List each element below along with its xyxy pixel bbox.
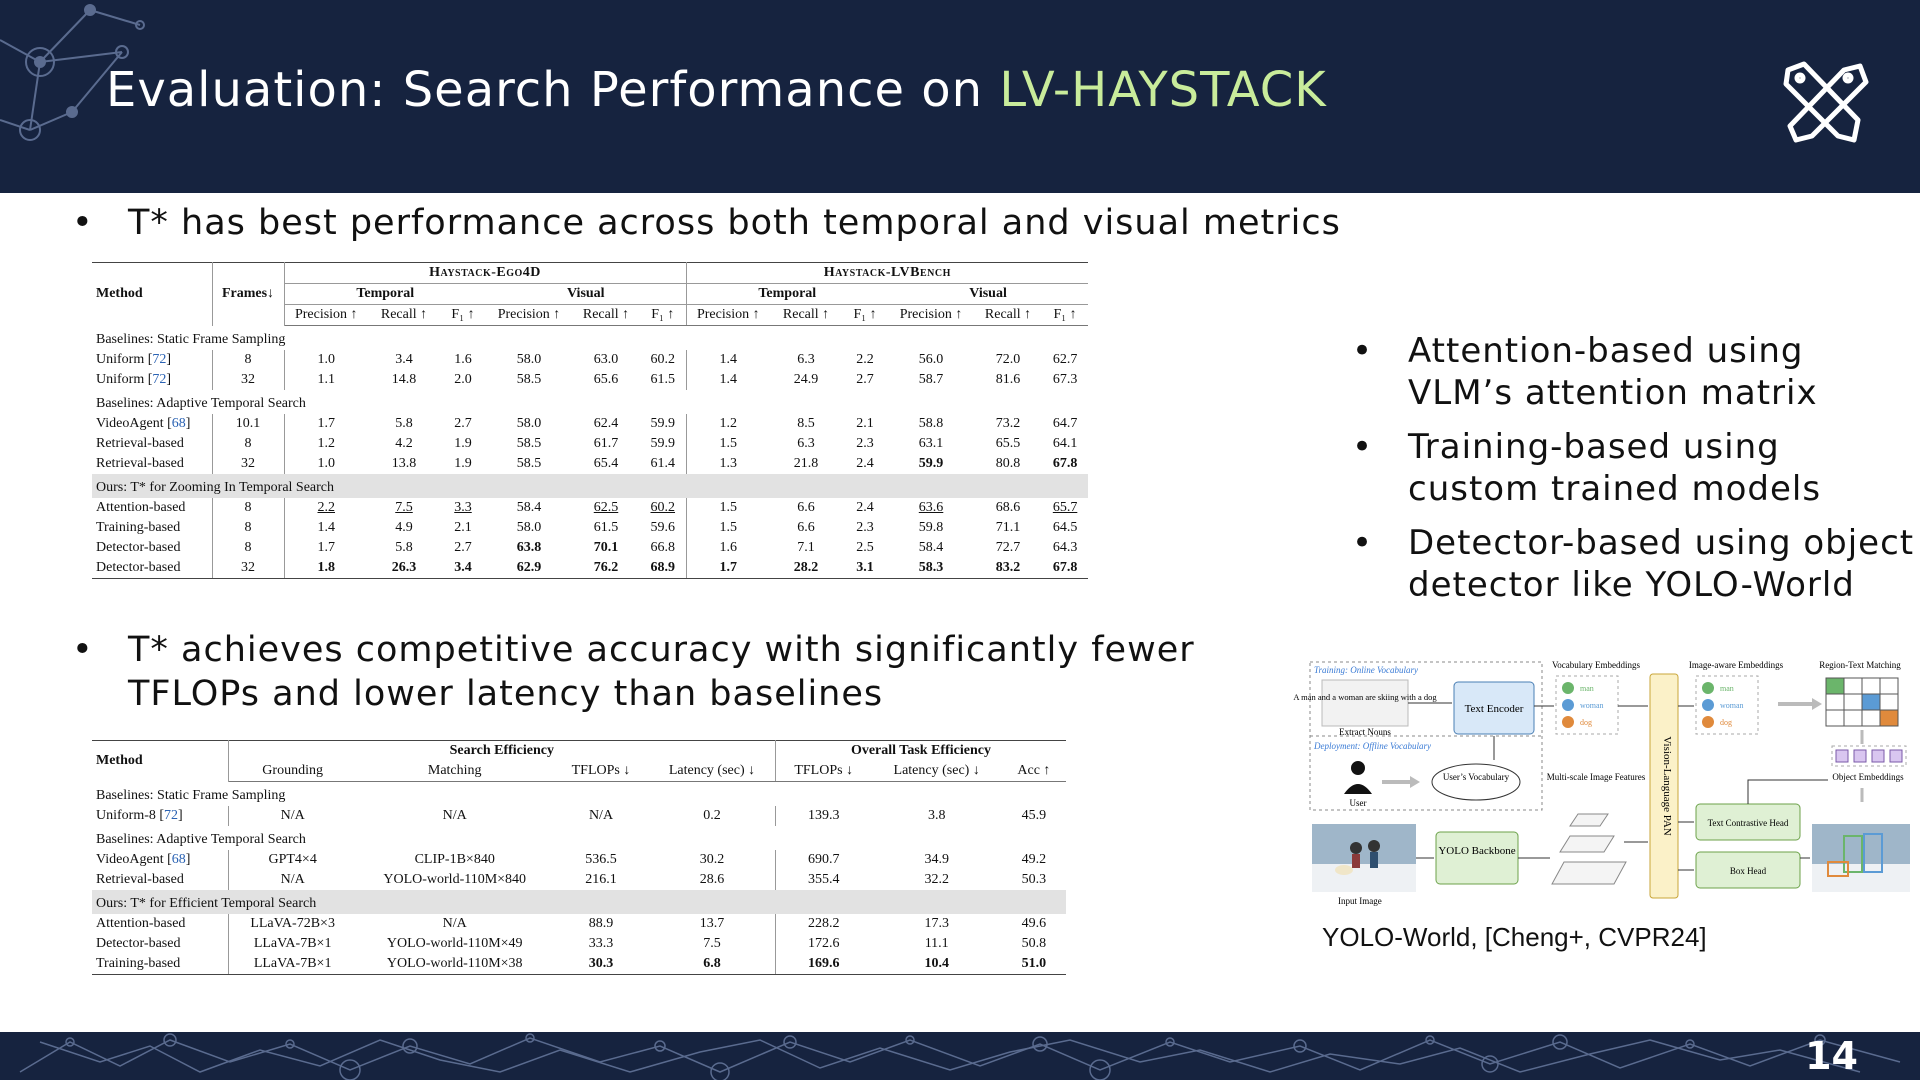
- col-precision: Precision ↑: [888, 305, 974, 326]
- table-row: [92, 414, 1088, 434]
- training-caption: A man and a woman are skiing with a dog: [1293, 692, 1437, 702]
- page-title: Evaluation: Search Performance on LV-HAYSTACK: [106, 62, 1327, 118]
- table-cell: LLaVA-72B×3: [250, 916, 335, 931]
- bullet-symbol: •: [1352, 331, 1374, 371]
- table-cell: 2.2: [856, 352, 874, 367]
- bullet-text: Training-based using custom trained models: [1408, 427, 1822, 509]
- user-icon: [1344, 761, 1372, 794]
- table-cell: 6.3: [797, 352, 815, 367]
- table-cell: 1.4: [719, 352, 738, 367]
- row-method-cell: Detector-based: [92, 558, 212, 579]
- row-method-cell: Detector-based: [92, 934, 228, 954]
- matching-grid: [1826, 678, 1898, 726]
- subgroup-visual: Visual: [486, 284, 686, 305]
- table-cell: 13.8: [391, 456, 417, 471]
- table-cell: 690.7: [807, 852, 840, 867]
- haystack-results-table: [92, 262, 1078, 579]
- embedding-dot: [1562, 682, 1574, 694]
- table-cell: N/A: [280, 872, 305, 887]
- table-row: [92, 350, 1088, 370]
- table-cell: GPT4×4: [268, 852, 317, 867]
- group-overall-efficiency: Overall Task Efficiency: [850, 743, 991, 758]
- table-cell: 0.2: [649, 806, 775, 826]
- table-cell: 1.2: [317, 436, 335, 451]
- yolo-backbone-label: YOLO Backbone: [1438, 845, 1516, 857]
- table-cell: 5.8: [395, 416, 413, 431]
- table-row: [92, 914, 1066, 934]
- table-cell: 63.1: [918, 436, 944, 451]
- table2-group: [92, 806, 1066, 826]
- table-cell: 67.3: [1052, 372, 1078, 387]
- table-cell: 13.7: [649, 914, 775, 934]
- section-static-sampling: Baselines: Static Frame Sampling: [96, 332, 286, 347]
- extract-nouns-label: Extract Nouns: [1339, 727, 1391, 737]
- bullet-symbol: •: [1352, 427, 1374, 467]
- table-row: [92, 558, 1088, 579]
- col-tflops: TFLOPs ↓: [553, 761, 649, 782]
- table-cell: 2.7: [856, 372, 874, 387]
- table-cell: 63.6: [918, 500, 944, 515]
- text-contrastive-head-label: Text Contrastive Head: [1707, 818, 1789, 828]
- table-cell: 2.0: [454, 372, 472, 387]
- table-cell: 64.1: [1052, 436, 1078, 451]
- bullet-symbol: •: [72, 630, 94, 670]
- table-cell: 1.7: [317, 540, 335, 555]
- table-cell: 172.6: [807, 936, 840, 951]
- table-cell: 62.5: [593, 500, 619, 515]
- col-f1: F₁ ↑: [440, 305, 486, 326]
- bullet-attention-based: [1352, 330, 1920, 414]
- table-cell: 65.4: [593, 456, 619, 471]
- table-row: [92, 370, 1088, 390]
- slide-header: [0, 0, 1920, 193]
- table-cell: 61.7: [593, 436, 619, 451]
- table-cell: 169.6: [775, 954, 871, 975]
- table-cell: 228.2: [807, 916, 840, 931]
- table-cell: N/A: [442, 916, 467, 931]
- table-cell: 11.1: [924, 936, 949, 951]
- table1-group: [92, 350, 1088, 390]
- col-tflops: TFLOPs ↓: [775, 761, 871, 782]
- efficiency-results-table: [92, 740, 1066, 975]
- citation-link[interactable]: 72: [152, 352, 167, 367]
- table-cell: 50.3: [1021, 872, 1047, 887]
- table-cell: 3.1: [842, 558, 888, 579]
- table-cell: 1.8: [284, 558, 368, 579]
- table-cell: 67.8: [1052, 456, 1078, 471]
- bullet-detector-based: [1352, 522, 1920, 606]
- table-cell: 1.4: [317, 520, 335, 535]
- table-cell: 62.7: [1052, 352, 1078, 367]
- row-method-cell: Attention-based: [92, 498, 212, 518]
- table-cell: LLaVA-7B×1: [228, 954, 356, 975]
- section-ours: Ours: T* for Efficient Temporal Search: [92, 890, 1066, 914]
- table-cell: 1.7: [317, 416, 335, 431]
- crossed-tools-logo-icon: [1778, 56, 1870, 148]
- table-cell: 216.1: [585, 872, 617, 887]
- table-cell: 71.1: [995, 520, 1021, 535]
- table-cell: 58.3: [888, 558, 974, 579]
- table-cell: 6.6: [797, 500, 815, 515]
- table-cell: 8: [212, 538, 284, 558]
- table-cell: 1.5: [719, 436, 738, 451]
- table-cell: 60.2: [640, 498, 686, 518]
- users-vocab-label: User’s Vocabulary: [1442, 772, 1510, 782]
- table-cell: N/A: [588, 808, 614, 823]
- table-cell: 58.0: [516, 352, 542, 367]
- table-cell: 65.7: [1052, 500, 1078, 515]
- table-cell: 33.3: [588, 936, 614, 951]
- table-cell: 64.5: [1052, 520, 1078, 535]
- col-recall: Recall ↑: [974, 305, 1042, 326]
- table-cell: 58.5: [516, 372, 542, 387]
- table1-group: [92, 498, 1088, 579]
- vocab-word: dog: [1580, 718, 1592, 727]
- table-cell: 67.8: [1042, 558, 1088, 579]
- table2-group: [92, 914, 1066, 975]
- embedding-dot: [1562, 716, 1574, 728]
- table-cell: 8: [212, 518, 284, 538]
- table-row: [92, 454, 1088, 474]
- table-row: [92, 850, 1066, 870]
- table-cell: 2.4: [856, 500, 874, 515]
- table-row: [92, 538, 1088, 558]
- table-cell: 60.2: [640, 350, 686, 370]
- embedding-dot: [1702, 682, 1714, 694]
- slide-footer: [0, 1032, 1920, 1080]
- col-acc: Acc ↑: [1002, 761, 1066, 782]
- row-method-cell: Training-based: [92, 954, 228, 975]
- col-precision: Precision ↑: [486, 305, 572, 326]
- vocab-word: dog: [1720, 718, 1732, 727]
- table-cell: 536.5: [585, 852, 617, 867]
- table-row: [92, 806, 1066, 826]
- table-cell: 50.8: [1021, 936, 1047, 951]
- table-cell: 10.1: [212, 414, 284, 434]
- subgroup-temporal: Temporal: [284, 284, 486, 305]
- table-cell: 34.9: [924, 852, 949, 867]
- embedding-dot: [1702, 699, 1714, 711]
- col-f1: F₁ ↑: [1042, 305, 1088, 326]
- table-cell: 2.1: [856, 416, 874, 431]
- table-cell: 21.8: [793, 456, 819, 471]
- table-cell: 62.4: [593, 416, 619, 431]
- table-cell: 7.1: [797, 540, 815, 555]
- table-cell: 1.9: [454, 436, 472, 451]
- table-cell: 28.6: [649, 870, 775, 890]
- table-cell: 2.7: [454, 416, 472, 431]
- table-cell: 68.6: [995, 500, 1021, 515]
- table-cell: 2.3: [856, 520, 874, 535]
- table-cell: 14.8: [391, 372, 417, 387]
- col-matching: Matching: [357, 761, 553, 782]
- table-cell: 26.3: [368, 558, 440, 579]
- network-pattern-icon: [0, 1032, 1920, 1080]
- group-ego4d: Haystack-Ego4D: [284, 263, 686, 284]
- table-cell: 4.2: [395, 436, 413, 451]
- table-cell: 72.0: [995, 352, 1021, 367]
- method-bullets: [1352, 330, 1920, 618]
- row-method-cell: Retrieval-based: [92, 870, 228, 890]
- col-f1: F₁ ↑: [842, 305, 888, 326]
- row-method-cell: Detector-based: [92, 538, 212, 558]
- table-cell: 49.2: [1021, 852, 1047, 867]
- table-cell: 88.9: [588, 916, 614, 931]
- table-cell: 6.3: [797, 436, 815, 451]
- table-cell: 58.4: [516, 500, 542, 515]
- table-cell: 58.8: [918, 416, 944, 431]
- table-cell: 2.5: [856, 540, 874, 555]
- table2-group: [92, 850, 1066, 890]
- table-cell: 70.1: [593, 540, 619, 555]
- section-ours: Ours: T* for Zooming In Temporal Search: [92, 474, 1088, 498]
- table-cell: 30.2: [649, 850, 775, 870]
- table-row: [92, 518, 1088, 538]
- table-cell: 1.6: [454, 352, 472, 367]
- group-lvbench: Haystack-LVBench: [686, 263, 1088, 284]
- table-row: [92, 954, 1066, 975]
- table-cell: 24.9: [793, 372, 819, 387]
- table-cell: 139.3: [807, 808, 840, 823]
- users-vocab-cloud-icon: [1432, 764, 1520, 800]
- table-cell: 32.2: [924, 872, 949, 887]
- table-cell: 64.3: [1052, 540, 1078, 555]
- col-f1: F₁ ↑: [640, 305, 686, 326]
- page-number: 14: [1805, 1034, 1858, 1078]
- table-cell: 7.5: [649, 934, 775, 954]
- table-cell: 61.5: [640, 370, 686, 390]
- table-cell: 73.2: [995, 416, 1021, 431]
- table-row: [92, 434, 1088, 454]
- row-method-cell: Retrieval-based: [92, 454, 212, 474]
- bullet-text: T* achieves competitive accuracy with significantly fewer TFLOPs and lower latency than baselines: [128, 630, 1195, 714]
- yolo-caption: YOLO-World, [Cheng+, CVPR24]: [1322, 922, 1707, 952]
- table-cell: 1.1: [317, 372, 335, 387]
- row-method-cell: VideoAgent [68]: [92, 850, 228, 870]
- row-method-cell: Retrieval-based: [92, 434, 212, 454]
- table-cell: 63.8: [516, 540, 542, 555]
- table-cell: 30.3: [553, 954, 649, 975]
- subgroup-visual: Visual: [888, 284, 1088, 305]
- col-frames: Frames↓: [212, 263, 284, 326]
- table-cell: 81.6: [995, 372, 1021, 387]
- table-cell: 10.4: [872, 954, 1002, 975]
- bullet-symbol: •: [1352, 523, 1374, 563]
- table-cell: 1.4: [719, 372, 738, 387]
- embedding-dot: [1702, 716, 1714, 728]
- object-embeddings-squares: [1836, 750, 1902, 762]
- table-cell: 63.0: [593, 352, 619, 367]
- col-grounding: Grounding: [228, 761, 356, 782]
- table-cell: 1.5: [719, 500, 738, 515]
- table-cell: 1.0: [317, 352, 335, 367]
- vision-language-pan-label: Vision-Language PAN: [1661, 736, 1673, 836]
- table-cell: 64.7: [1052, 416, 1078, 431]
- bullet-symbol: •: [72, 203, 94, 243]
- deployment-label: Deployment: Offline Vocabulary: [1314, 741, 1431, 751]
- table-cell: 59.8: [918, 520, 944, 535]
- group-search-efficiency: Search Efficiency: [228, 741, 775, 762]
- vocab-word: woman: [1720, 701, 1744, 710]
- table-cell: 3.4: [440, 558, 486, 579]
- col-method: Method: [92, 741, 228, 782]
- table-cell: 65.6: [593, 372, 619, 387]
- table-cell: 51.0: [1002, 954, 1066, 975]
- table-cell: 4.9: [395, 520, 413, 535]
- col-recall: Recall ↑: [770, 305, 842, 326]
- table-cell: 6.6: [797, 520, 815, 535]
- table-cell: 3.3: [454, 500, 472, 515]
- table-cell: 61.5: [593, 520, 619, 535]
- table-cell: 56.0: [918, 352, 944, 367]
- subgroup-temporal: Temporal: [686, 284, 888, 305]
- table-row: [92, 498, 1088, 518]
- citation-link[interactable]: 68: [171, 416, 186, 431]
- input-image-label: Input Image: [1338, 896, 1382, 906]
- row-method-cell: Training-based: [92, 518, 212, 538]
- region-text-matching-label: Region-Text Matching: [1819, 660, 1901, 670]
- table-cell: 59.6: [640, 518, 686, 538]
- col-recall: Recall ↑: [572, 305, 640, 326]
- table-cell: 2.3: [856, 436, 874, 451]
- text-encoder-label: Text Encoder: [1464, 703, 1524, 715]
- image-aware-embeddings-label: Image-aware Embeddings: [1688, 660, 1784, 670]
- row-method-cell: Attention-based: [92, 914, 228, 934]
- table-cell: CLIP-1B×840: [414, 852, 495, 867]
- citation-link[interactable]: 72: [152, 372, 167, 387]
- table-row: [92, 934, 1066, 954]
- table-cell: 2.4: [856, 456, 874, 471]
- user-label: User: [1349, 798, 1367, 808]
- col-method: Method: [92, 263, 212, 326]
- table-cell: 8: [212, 350, 284, 370]
- yolo-world-architecture-diagram: [1293, 656, 1912, 908]
- bullet-text: Detector-based using object detector like YOLO-World: [1408, 523, 1915, 605]
- row-method-cell: VideoAgent [68]: [92, 414, 212, 434]
- table-cell: 72.7: [995, 540, 1021, 555]
- table-cell: 58.5: [516, 436, 542, 451]
- table-cell: 8: [212, 434, 284, 454]
- col-recall: Recall ↑: [368, 305, 440, 326]
- row-method-cell: Uniform [72]: [92, 370, 212, 390]
- table-cell: 1.9: [454, 456, 472, 471]
- section-adaptive-search: Baselines: Adaptive Temporal Search: [96, 396, 306, 411]
- bullet-text: T* has best performance across both temporal and visual metrics: [128, 203, 1341, 243]
- bullet-training-based: [1352, 426, 1920, 510]
- embedding-dot: [1562, 699, 1574, 711]
- object-embeddings-label: Object Embeddings: [1832, 772, 1904, 782]
- box-head-label: Box Head: [1729, 866, 1767, 876]
- table-cell: 2.7: [454, 540, 472, 555]
- table-cell: 58.0: [516, 520, 542, 535]
- table-cell: 68.9: [640, 558, 686, 579]
- title-highlight: LV-HAYSTACK: [999, 62, 1327, 118]
- table-cell: YOLO-world-110M×840: [383, 872, 527, 887]
- vocab-word: man: [1720, 684, 1734, 693]
- caption-box: [1322, 680, 1408, 726]
- table-cell: 59.9: [640, 414, 686, 434]
- table-cell: N/A: [442, 808, 467, 823]
- table-cell: 3.4: [395, 352, 413, 367]
- table-cell: 2.2: [317, 500, 335, 515]
- table-cell: 3.8: [927, 808, 946, 823]
- table-cell: 45.9: [1021, 808, 1047, 823]
- table-cell: 66.8: [640, 538, 686, 558]
- vocab-word: man: [1580, 684, 1594, 693]
- yolo-backbone-box: [1436, 832, 1518, 884]
- table-cell: 1.6: [719, 540, 738, 555]
- table-cell: 76.2: [572, 558, 640, 579]
- col-precision: Precision ↑: [686, 305, 770, 326]
- table-cell: 58.5: [516, 456, 542, 471]
- table-cell: 1.7: [686, 558, 770, 579]
- table-cell: 59.9: [918, 456, 944, 471]
- table-cell: 49.6: [1021, 916, 1047, 931]
- table1-group: [92, 414, 1088, 474]
- table-cell: 1.2: [719, 416, 738, 431]
- col-latency: Latency (sec) ↓: [872, 761, 1002, 782]
- table-cell: 1.0: [317, 456, 335, 471]
- table-cell: 8: [212, 498, 284, 518]
- bullet-text: Attention-based using VLM’s attention matrix: [1408, 331, 1818, 413]
- table-cell: LLaVA-7B×1: [253, 936, 332, 951]
- section-adaptive-search: Baselines: Adaptive Temporal Search: [96, 832, 306, 847]
- table-cell: 83.2: [974, 558, 1042, 579]
- table-cell: YOLO-world-110M×49: [386, 936, 523, 951]
- citation-link[interactable]: 68: [171, 852, 186, 867]
- table-cell: 58.0: [516, 416, 542, 431]
- table-cell: 32: [212, 454, 284, 474]
- table-cell: 61.4: [640, 454, 686, 474]
- table-cell: 5.8: [395, 540, 413, 555]
- table-cell: 2.1: [454, 520, 472, 535]
- table-cell: 65.5: [995, 436, 1021, 451]
- table-cell: YOLO-world-110M×38: [357, 954, 553, 975]
- citation-link[interactable]: 72: [164, 808, 179, 823]
- table-cell: 355.4: [807, 872, 840, 887]
- table-cell: 59.9: [640, 434, 686, 454]
- row-method-cell: Uniform [72]: [92, 350, 212, 370]
- section-static-sampling: Baselines: Static Frame Sampling: [96, 788, 286, 803]
- table-cell: 6.8: [649, 954, 775, 975]
- table-cell: 32: [212, 370, 284, 390]
- table-cell: 1.5: [719, 520, 738, 535]
- table-cell: N/A: [280, 808, 305, 823]
- col-latency: Latency (sec) ↓: [649, 761, 775, 782]
- table-cell: 32: [212, 558, 284, 579]
- table-row: [92, 870, 1066, 890]
- col-precision: Precision ↑: [284, 305, 368, 326]
- table-cell: 62.9: [486, 558, 572, 579]
- row-method-cell: Uniform-8 [72]: [92, 806, 228, 826]
- table-cell: 80.8: [995, 456, 1021, 471]
- table-cell: 17.3: [924, 916, 949, 931]
- table-cell: 8.5: [797, 416, 815, 431]
- table-cell: 58.4: [918, 540, 944, 555]
- table-cell: 7.5: [395, 500, 413, 515]
- multiscale-label-line: Multi-scale Image Features: [1546, 772, 1646, 782]
- table-cell: 1.3: [719, 456, 738, 471]
- table-cell: 58.7: [918, 372, 944, 387]
- vocab-embeddings-label: Vocabulary Embeddings: [1551, 660, 1641, 670]
- table-cell: 28.2: [770, 558, 842, 579]
- training-label: Training: Online Vocabulary: [1314, 665, 1418, 675]
- vocab-word: woman: [1580, 701, 1604, 710]
